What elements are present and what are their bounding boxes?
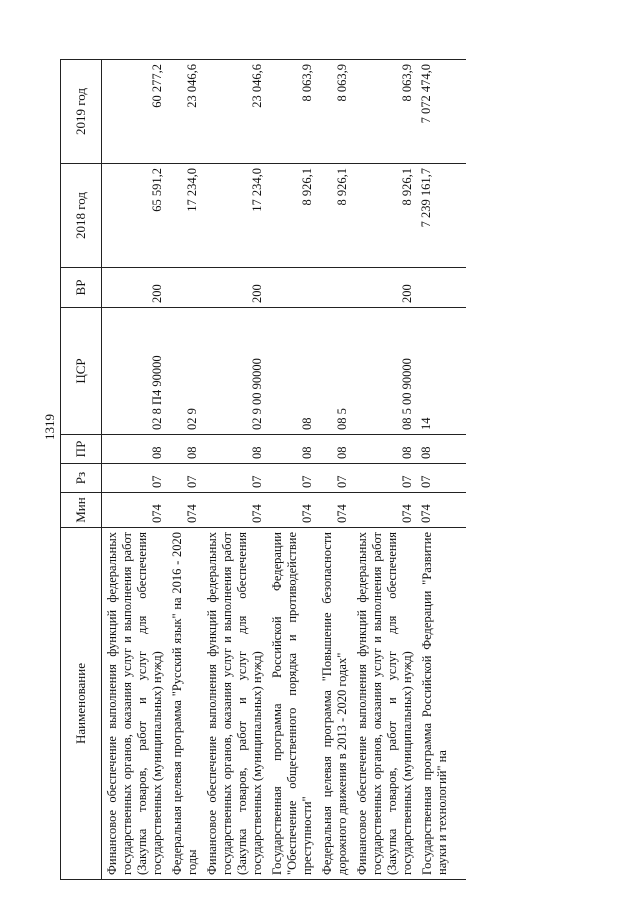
budget-table [60,59,466,880]
row-vr [317,268,352,308]
row-2018: 7 239 161,7 [417,164,466,268]
row-csr: 08 [267,308,317,435]
row-rz: 07 [317,464,352,493]
table-row [102,60,168,880]
row-min: 074 [202,493,267,528]
table-row [417,60,466,880]
row-pr: 08 [267,435,317,464]
table-body [102,60,467,880]
header-min: Мин [61,493,102,528]
table-row [352,60,417,880]
row-2018: 17 234,0 [167,164,202,268]
row-vr [267,268,317,308]
row-2019: 8 063,9 [317,60,352,164]
row-csr: 14 [417,308,466,435]
row-min: 074 [317,493,352,528]
row-rz: 07 [352,464,417,493]
row-name: Финансовое обеспечение выполнения функций федеральных государственных органов, оказания услуг и выполнения работ (Закупка товаров, работ и услуг для обеспечения государственных (муниципальных) нужд) [352,528,417,880]
row-2019: 60 277,2 [102,60,168,164]
rotated-table-container [60,60,590,880]
row-2018: 65 591,2 [102,164,168,268]
row-name: Государственная программа Российской Федерации "Развитие науки и технологий" на [417,528,466,880]
header-csr: ЦСР [61,308,102,435]
row-name: Государственная программа Российской Федерации "Обеспечение общественного порядка и противодействие преступности" [267,528,317,880]
header-pr: ПР [61,435,102,464]
row-rz: 07 [102,464,168,493]
row-csr: 02 9 00 90000 [202,308,267,435]
header-vr: ВР [61,268,102,308]
row-rz: 07 [267,464,317,493]
row-min: 074 [267,493,317,528]
table-header [61,60,102,880]
header-2018: 2018 год [61,164,102,268]
row-min: 074 [352,493,417,528]
row-min: 074 [102,493,168,528]
page-number: 1319 [42,414,57,440]
row-pr: 08 [417,435,466,464]
row-name: Федеральная целевая программа "Русский язык" на 2016 - 2020 годы [167,528,202,880]
row-pr: 08 [352,435,417,464]
header-2019: 2019 год [61,60,102,164]
table-row [267,60,317,880]
row-name: Финансовое обеспечение выполнения функций федеральных государственных органов, оказания услуг и выполнения работ (Закупка товаров, работ и услуг для обеспечения государственных (муниципальных) нужд) [202,528,267,880]
row-2019: 8 063,9 [267,60,317,164]
row-csr: 08 5 00 90000 [352,308,417,435]
row-rz: 07 [167,464,202,493]
row-2019: 23 046,6 [167,60,202,164]
row-2018: 17 234,0 [202,164,267,268]
row-2019: 7 072 474,0 [417,60,466,164]
row-2019: 8 063,9 [352,60,417,164]
row-vr: 200 [102,268,168,308]
row-min: 074 [417,493,466,528]
row-vr [167,268,202,308]
row-csr: 08 5 [317,308,352,435]
row-rz: 07 [417,464,466,493]
table-row [202,60,267,880]
row-rz: 07 [202,464,267,493]
row-vr [417,268,466,308]
row-pr: 08 [202,435,267,464]
header-rz: Рз [61,464,102,493]
row-pr: 08 [102,435,168,464]
table-row [167,60,202,880]
row-name: Финансовое обеспечение выполнения функций федеральных государственных органов, оказания услуг и выполнения работ (Закупка товаров, работ и услуг для обеспечения государственных (муниципальных) нужд) [102,528,168,880]
row-min: 074 [167,493,202,528]
row-csr: 02 9 [167,308,202,435]
row-2018: 8 926,1 [267,164,317,268]
row-vr: 200 [352,268,417,308]
table-row [317,60,352,880]
row-pr: 08 [167,435,202,464]
row-2018: 8 926,1 [352,164,417,268]
row-2019: 23 046,6 [202,60,267,164]
row-vr: 200 [202,268,267,308]
row-pr: 08 [317,435,352,464]
row-2018: 8 926,1 [317,164,352,268]
row-name: Федеральная целевая программа "Повышение безопасности дорожного движения в 2013 - 2020 годах" [317,528,352,880]
header-name: Наименование [61,528,102,880]
row-csr: 02 8 П4 90000 [102,308,168,435]
